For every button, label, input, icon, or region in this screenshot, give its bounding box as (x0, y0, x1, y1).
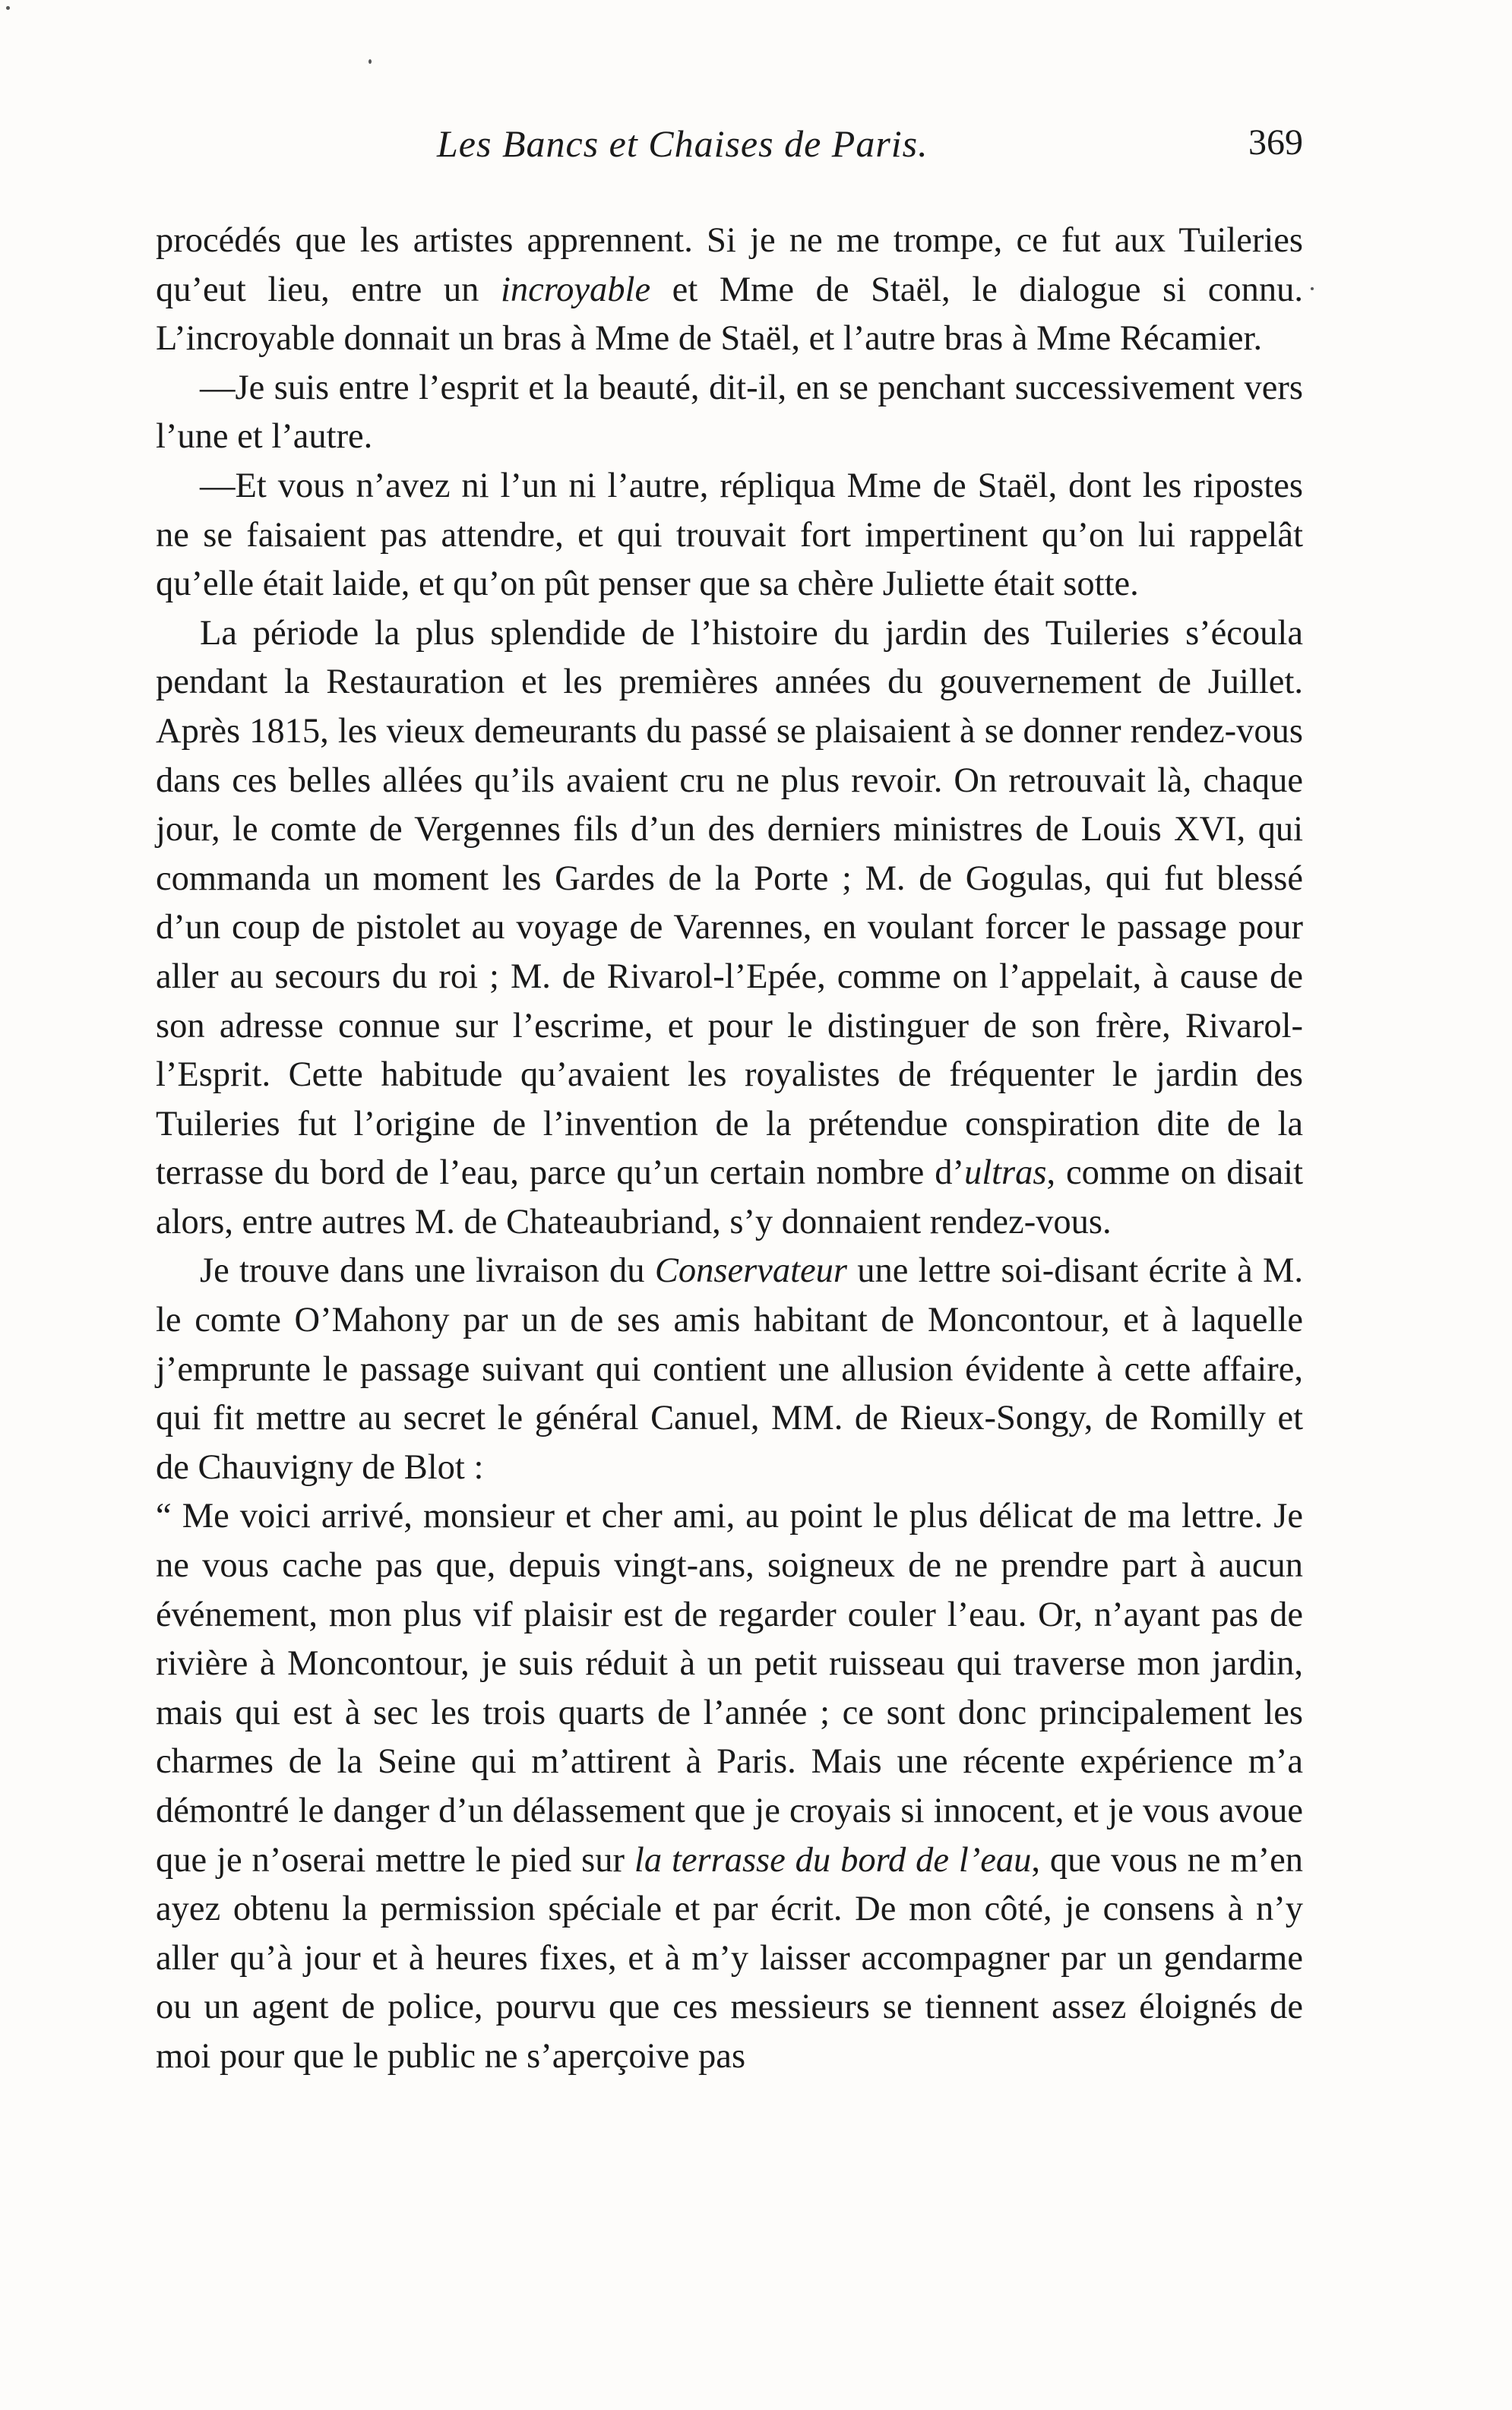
text-run: , comme on disait alors, entre autres M. de Chateaubriand, s’y donnaient rendez-vous. (156, 1153, 1304, 1241)
text-run: une lettre soi-disant écrite à M. le comte O’Mahony par un de ses amis habitant de Moncontour, et à laquelle j’emprunte le passage suivant qui contient une allusion évidente à cette affaire, qui fit mettre au secret le général Canuel, MM. de Rieux-Songy, de Romilly et de Chauvigny de Blot : (156, 1251, 1303, 1487)
page-header (156, 122, 1303, 175)
paragraph (156, 609, 1303, 1248)
text-run: —Et vous n’avez ni l’un ni l’autre, répliqua Mme de Staël, dont les ripostes ne se faisaient pas attendre, et qui trouvait fort impertinent qu’on lui rappelât qu’elle était laide, et qu’on pût penser que sa chère Juliette était sotte. (156, 466, 1303, 604)
text-run: “ Me voici arrivé, monsieur et cher ami, au point le plus délicat de ma lettre. Je ne vous cache pas que, depuis vingt-ans, soigneux de ne prendre part à aucun événement, mon plus vif plaisir est de regarder couler l’eau. Or, n’ayant pas de rivière à Moncontour, je suis réduit à un petit ruisseau qui traverse mon jardin, mais qui est à sec les trois quarts de l’année ; ce sont donc principalement les charmes de la Seine qui m’attirent à Paris. Mais une récente expérience m’a démontré le danger d’un délassement que je croyais si innocent, et je vous avoue que je n’oserai mettre le pied sur (156, 1497, 1303, 1880)
text-run: et Mme de Staël, le dialogue si connu. L’incroyable donnait un bras à Mme de Staël, et l’autre bras à Mme Récamier. (156, 270, 1303, 359)
paragraph (156, 462, 1303, 609)
italic-text: Conservateur (654, 1251, 847, 1291)
italic-text: ultras (963, 1153, 1047, 1193)
paragraph (156, 364, 1303, 462)
text-run: Je trouve dans une livraison du (200, 1251, 655, 1291)
paragraph (156, 217, 1303, 364)
text-run: La période la plus splendide de l’histoire du jardin des Tuileries s’écoula pendant la Restauration et les premières années du gouvernement de Juillet. Après 1815, les vieux demeurants du passé se plaisaient à se donner rendez-vous dans ces belles allées qu’ils avaient cru ne plus revoir. On retrouvait là, chaque jour, le comte de Vergennes fils d’un des derniers ministres de Louis XVI, qui commanda un moment les Gardes de la Porte ; M. de Gogulas, qui fut blessé d’un coup de pistolet au voyage de Varennes, en voulant forcer le passage pour aller au secours du roi ; M. de Rivarol-l’Epée, comme on l’appelait, à cause de son adresse connue sur l’escrime, et pour le distinguer de son frère, Rivarol-l’Esprit. Cette habitude qu’avaient les royalistes de fréquenter le jardin des Tuileries fut l’origine de l’invention de la prétendue conspiration dite de la terrasse du bord de l’eau, parce qu’un certain nombre d’ (156, 613, 1303, 1193)
paragraph (156, 1492, 1303, 2081)
italic-text: incroyable (500, 270, 651, 309)
text-run: , que vous ne m’en ayez obtenu la permission spéciale et par écrit. De mon côté, je consens à n’y aller qu’à jour et à heures fixes, et à m’y laisser accompagner par un gendarme ou un agent de police, pourvu que ces messieurs se tiennent assez éloignés de moi pour que le public ne s’aperçoive pas (156, 1840, 1303, 2076)
scan-speck (1311, 287, 1314, 290)
italic-text: la terrasse du bord de l’eau (634, 1840, 1032, 1880)
running-title: Les Bancs et Chaises de Paris. (437, 122, 928, 165)
text-run: procédés que les artistes apprennent. Si je ne me trompe, ce fut aux Tuileries qu’eut lieu, entre un (156, 221, 1303, 309)
scan-speck (6, 6, 10, 10)
body-text (156, 217, 1303, 2082)
scan-speck (369, 59, 372, 64)
paragraph (156, 1247, 1303, 1492)
page-number: 369 (1248, 122, 1303, 163)
text-run: —Je suis entre l’esprit et la beauté, dit-il, en se penchant successivement vers l’une et l’autre. (156, 368, 1303, 457)
